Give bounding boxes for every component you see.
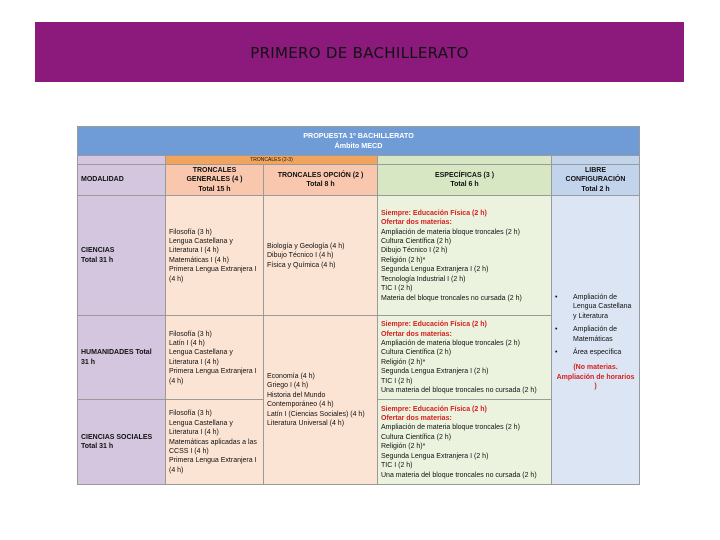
subject-choice-label: Ofertar dos materias:	[381, 219, 452, 227]
subject: Una materia del bloque troncales no cursada (2 h)	[381, 387, 537, 395]
modalidad-total: Total 31 h	[81, 443, 114, 451]
libre-item-label: Área específica	[573, 349, 622, 357]
generales-humanidades	[166, 316, 264, 400]
modalidad-ciencias-sociales	[78, 400, 166, 485]
subject: Materia del bloque troncales no cursada (2 h)	[381, 294, 522, 302]
subject: Primera Lengua Extranjera I (4 h)	[169, 457, 257, 474]
header-line: TRONCALES	[192, 167, 237, 174]
col-especificas-header	[378, 165, 552, 196]
subject: Economía (4 h)	[267, 373, 315, 380]
header-line: TRONCALES OPCIÓN (2 )	[277, 171, 364, 179]
subject: Matemáticas aplicadas a las CCSS I (4 h)	[169, 438, 257, 456]
subject: Latín I (Ciencias Sociales) (4 h)	[267, 410, 365, 418]
libre-item-label: Ampliación de Lengua Castellana y Literatura	[573, 293, 632, 320]
header-subtitle: Ámbito MECD	[334, 141, 383, 150]
table-header	[78, 127, 640, 156]
subject: TIC I (2 h)	[381, 377, 413, 385]
subject: Segunda Lengua Extranjera I (2 h)	[381, 452, 489, 460]
subject: Religión (2 h)*	[381, 256, 426, 264]
modalidad-label: HUMANIDADES Total	[81, 349, 152, 357]
col-libre-header	[552, 165, 640, 196]
troncales-label: TRONCALES (2-3)	[166, 156, 378, 165]
subject: Religión (2 h)*	[381, 358, 426, 366]
subject: Lengua Castellana y Literatura I (4 h)	[169, 237, 233, 255]
subject: Literatura Universal (4 h)	[267, 420, 345, 428]
page-title: PRIMERO DE BACHILLERATO	[250, 44, 469, 62]
header-line: GENERALES (4 )	[186, 176, 243, 184]
subject: Ampliación de materia bloque troncales (2 h)	[381, 424, 520, 432]
subject: Latín I (4 h)	[169, 339, 205, 347]
header-line: ESPECÍFICAS (3 )	[434, 171, 495, 179]
libre-item	[555, 325, 636, 344]
header-line: Total 8 h	[306, 181, 335, 189]
subject: Lengua Castellana y Literatura I (4 h)	[169, 419, 233, 437]
subject-choice-label: Ofertar dos materias:	[381, 330, 452, 338]
subject: Griego I (4 h)	[267, 382, 309, 390]
subject: Historia del Mundo Contemporáneo (4 h)	[267, 391, 334, 409]
subject: Una materia del bloque troncales no cursada (2 h)	[381, 471, 537, 479]
header-line: CONFIGURACIÓN	[565, 176, 626, 184]
libre-item	[555, 348, 636, 357]
col-modalidad-header: MODALIDAD	[78, 165, 166, 196]
opcion-humanidades-sociales	[264, 316, 378, 485]
subject: Cultura Científica (2 h)	[381, 433, 452, 441]
generales-ciencias	[166, 196, 264, 316]
subject: Ampliación de materia bloque troncales (2 h)	[381, 339, 520, 347]
modalidad-ciencias	[78, 196, 166, 316]
libre-configuracion	[552, 196, 640, 485]
blank-cell	[378, 156, 552, 165]
header-line: Total 15 h	[198, 185, 231, 193]
subject-required: Siempre: Educación Física (2 h)	[381, 321, 487, 329]
generales-ciencias-sociales	[166, 400, 264, 485]
subject: Filosofía (3 h)	[169, 330, 212, 338]
header-line: Total 6 h	[450, 181, 479, 189]
subject: Cultura Científica (2 h)	[381, 349, 452, 357]
subject: Biología y Geología (4 h)	[267, 242, 345, 250]
modalidad-total: 31 h	[81, 358, 96, 366]
subject: Segunda Lengua Extranjera I (2 h)	[381, 266, 489, 274]
blank-cell	[78, 156, 166, 165]
bullet-icon: •	[555, 326, 558, 334]
col-troncales-generales-header	[166, 165, 264, 196]
header-line: Total 2 h	[581, 185, 610, 193]
especificas-ciencias	[378, 196, 552, 316]
subject: Filosofía (3 h)	[169, 228, 212, 236]
subject: TIC I (2 h)	[381, 285, 413, 293]
title-banner	[35, 22, 684, 82]
subject: Primera Lengua Extranjera I (4 h)	[169, 266, 257, 283]
blank-cell	[552, 156, 640, 165]
header-line: LIBRE	[585, 167, 606, 174]
libre-item-label: Ampliación de Matemáticas	[573, 326, 617, 343]
subject: Dibujo Técnico I (2 h)	[381, 247, 448, 255]
subject-choice-label: Ofertar dos materias:	[381, 415, 452, 422]
subject: TIC I (2 h)	[381, 462, 413, 470]
header-title: PROPUESTA 1º BACHILLERATO	[303, 131, 414, 141]
subject: Religión (2 h)*	[381, 443, 426, 451]
libre-note: (No materias. Ampliación de horarios )	[556, 364, 635, 391]
subject: Cultura Científica (2 h)	[381, 237, 452, 245]
subject: Filosofía (3 h)	[169, 410, 212, 418]
subject: Matemáticas I (4 h)	[169, 256, 229, 264]
libre-item	[555, 293, 636, 321]
subject: Física y Química (4 h)	[267, 261, 336, 269]
subject: Primera Lengua Extranjera I (4 h)	[169, 368, 257, 385]
bullet-icon: •	[555, 293, 558, 301]
modalidad-humanidades	[78, 316, 166, 400]
subject: Ampliación de materia bloque troncales (2 h)	[381, 228, 520, 236]
subject: Lengua Castellana y Literatura I (4 h)	[169, 349, 233, 366]
opcion-ciencias	[264, 196, 378, 316]
curriculum-table	[77, 126, 640, 485]
modalidad-label: CIENCIAS	[81, 247, 115, 255]
subject: Tecnología Industrial I (2 h)	[381, 275, 466, 283]
subject: Dibujo Técnico I (4 h)	[267, 252, 334, 260]
especificas-humanidades	[378, 316, 552, 400]
modalidad-label: CIENCIAS SOCIALES	[81, 433, 153, 441]
modalidad-total: Total 31 h	[81, 256, 114, 264]
col-troncales-opcion-header	[264, 165, 378, 196]
bullet-icon: •	[555, 349, 558, 357]
subject: Segunda Lengua Extranjera I (2 h)	[381, 368, 489, 376]
subject-required: Siempre: Educación Física (2 h)	[381, 405, 487, 413]
especificas-ciencias-sociales	[378, 400, 552, 485]
subject-required: Siempre: Educación Física (2 h)	[381, 209, 487, 217]
